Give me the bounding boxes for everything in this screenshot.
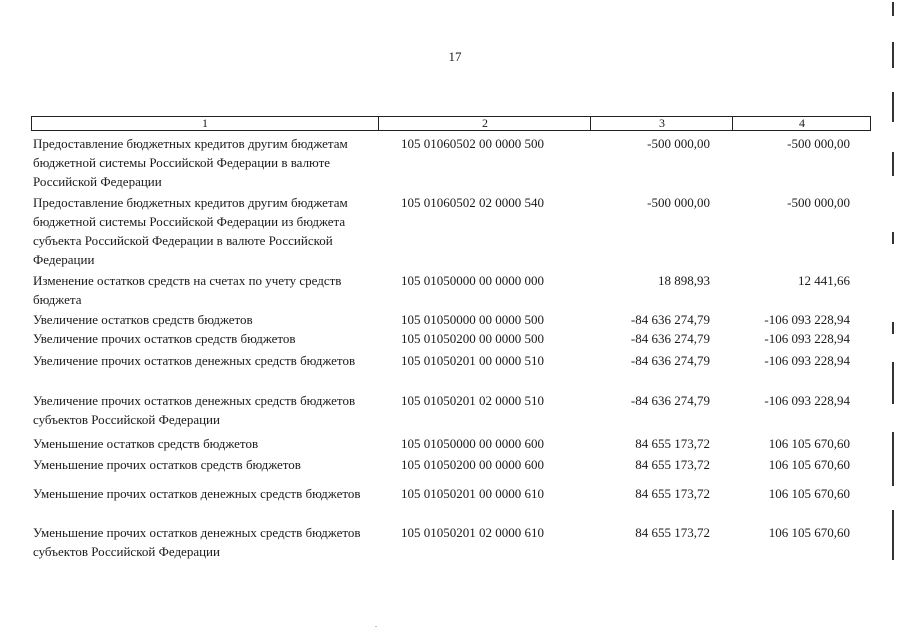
row-code: 105 01050201 00 0000 510 [401, 353, 544, 368]
margin-mark [892, 2, 894, 16]
row-code: 105 01050201 00 0000 610 [401, 486, 544, 501]
margin-mark [892, 362, 894, 404]
row-description: Уменьшение прочих остатков средств бюджетов [33, 457, 301, 472]
row-description: Увеличение прочих остатков средств бюджетов [33, 331, 296, 346]
row-code: 105 01050200 00 0000 600 [401, 457, 544, 472]
row-value-col3: -84 636 274,79 [630, 312, 710, 327]
row-value-col4: 12 441,66 [798, 273, 850, 288]
margin-mark [892, 510, 894, 560]
row-description: Уменьшение остатков средств бюджетов [33, 436, 259, 451]
row-value-col4: 106 105 670,60 [768, 436, 850, 451]
margin-mark [892, 152, 894, 176]
margin-mark [892, 92, 894, 122]
row-value-col3: -84 636 274,79 [630, 331, 710, 346]
row-value-col4: -106 093 228,94 [764, 331, 850, 346]
column-header-2: 2 [378, 117, 591, 130]
row-code: 105 01060502 02 0000 540 [401, 195, 544, 210]
table-header-row [31, 116, 871, 131]
row-value-col4: 106 105 670,60 [768, 457, 850, 472]
row-description: Предоставление бюджетных кредитов другим бюджетам бюджетной системы Российской Федерации из бюджета субъекта Российской Федерации в валюте Российской Федерации [33, 195, 348, 267]
margin-mark [892, 322, 894, 334]
row-code: 105 01050000 00 0000 500 [401, 312, 544, 327]
row-value-col3: 84 655 173,72 [635, 525, 710, 540]
page-number: 17 [448, 49, 462, 64]
row-description: Изменение остатков средств на счетах по учету средств бюджета [33, 273, 342, 307]
row-code: 105 01050201 02 0000 510 [401, 393, 544, 408]
margin-mark [892, 232, 894, 244]
row-code: 105 01050201 02 0000 610 [401, 525, 544, 540]
column-header-3: 3 [590, 117, 733, 130]
row-value-col3: 84 655 173,72 [635, 457, 710, 472]
scan-dot [375, 626, 377, 627]
row-code: 105 01060502 00 0000 500 [401, 136, 544, 151]
row-value-col3: 18 898,93 [658, 273, 710, 288]
row-value-col4: 106 105 670,60 [768, 486, 850, 501]
row-value-col4: 106 105 670,60 [768, 525, 850, 540]
row-value-col3: 84 655 173,72 [635, 486, 710, 501]
margin-mark [892, 432, 894, 486]
row-value-col4: -106 093 228,94 [764, 312, 850, 327]
row-value-col3: -500 000,00 [647, 195, 710, 210]
row-value-col4: -500 000,00 [787, 136, 850, 151]
row-code: 105 01050000 00 0000 600 [401, 436, 544, 451]
row-code: 105 01050200 00 0000 500 [401, 331, 544, 346]
row-code: 105 01050000 00 0000 000 [401, 273, 544, 288]
row-description: Уменьшение прочих остатков денежных средств бюджетов субъектов Российской Федерации [33, 525, 361, 559]
row-value-col3: -84 636 274,79 [630, 353, 710, 368]
column-header-1: 1 [202, 116, 208, 130]
row-value-col3: -84 636 274,79 [630, 393, 710, 408]
row-description: Увеличение остатков средств бюджетов [33, 312, 253, 327]
row-description: Увеличение прочих остатков денежных средств бюджетов субъектов Российской Федерации [33, 393, 356, 427]
column-header-4: 4 [732, 117, 871, 130]
row-value-col4: -106 093 228,94 [764, 353, 850, 368]
row-value-col3: 84 655 173,72 [635, 436, 710, 451]
row-description: Уменьшение прочих остатков денежных средств бюджетов [33, 486, 361, 501]
row-value-col4: -500 000,00 [787, 195, 850, 210]
row-value-col4: -106 093 228,94 [764, 393, 850, 408]
row-description: Предоставление бюджетных кредитов другим бюджетам бюджетной системы Российской Федерации в валюте Российской Федерации [33, 136, 348, 189]
row-description: Увеличение прочих остатков денежных средств бюджетов [33, 353, 356, 368]
margin-mark [892, 42, 894, 68]
row-value-col3: -500 000,00 [647, 136, 710, 151]
